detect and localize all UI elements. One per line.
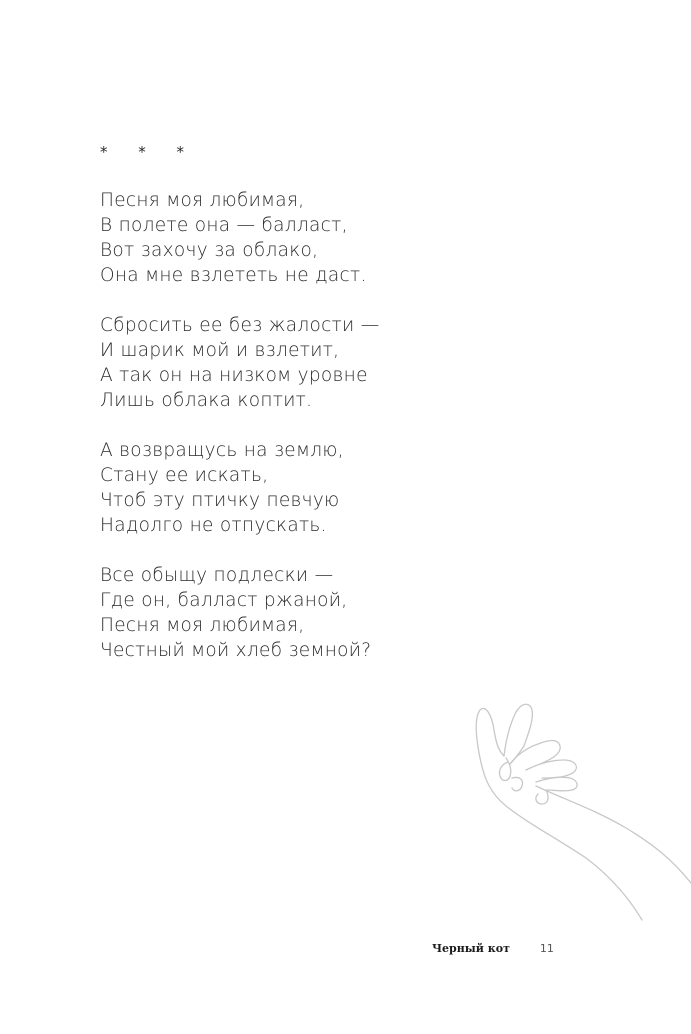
poem-line: Надолго не отпускать. [100, 515, 327, 536]
poem-line: Все обыщу подлески — [100, 565, 334, 586]
stanza [100, 313, 520, 413]
page-footer [432, 942, 554, 962]
poem-line: Сбросить ее без жалости — [100, 315, 380, 336]
poem-line: Где он, балласт ржаной, [100, 590, 348, 611]
poem-line: Она мне взлететь не даст. [100, 265, 367, 286]
poem-line: Чтоб эту птичку певчую [100, 490, 340, 511]
poem-line: В полете она — балласт, [100, 215, 348, 236]
stanza [100, 563, 520, 663]
poem-line: Песня моя любимая, [100, 615, 305, 636]
page-number: 11 [539, 942, 554, 955]
poem-line: Песня моя любимая, [100, 190, 305, 211]
stanza [100, 438, 520, 538]
stanza [100, 188, 520, 288]
poem-line: Честный мой хлеб земной? [100, 640, 372, 661]
poem-line: А так он на низком уровне [100, 365, 368, 386]
poem-line: Лишь облака коптит. [100, 390, 313, 411]
poem-line: Вот захочу за облако, [100, 240, 319, 261]
hand-illustration-icon [466, 698, 691, 923]
poem-line: Стану ее искать, [100, 465, 269, 486]
poem-line: А возвращусь на землю, [100, 440, 344, 461]
poem [100, 188, 520, 688]
running-title: Черный кот [432, 942, 510, 955]
section-ornament: * * * [100, 143, 198, 161]
poem-line: И шарик мой и взлетит, [100, 340, 340, 361]
